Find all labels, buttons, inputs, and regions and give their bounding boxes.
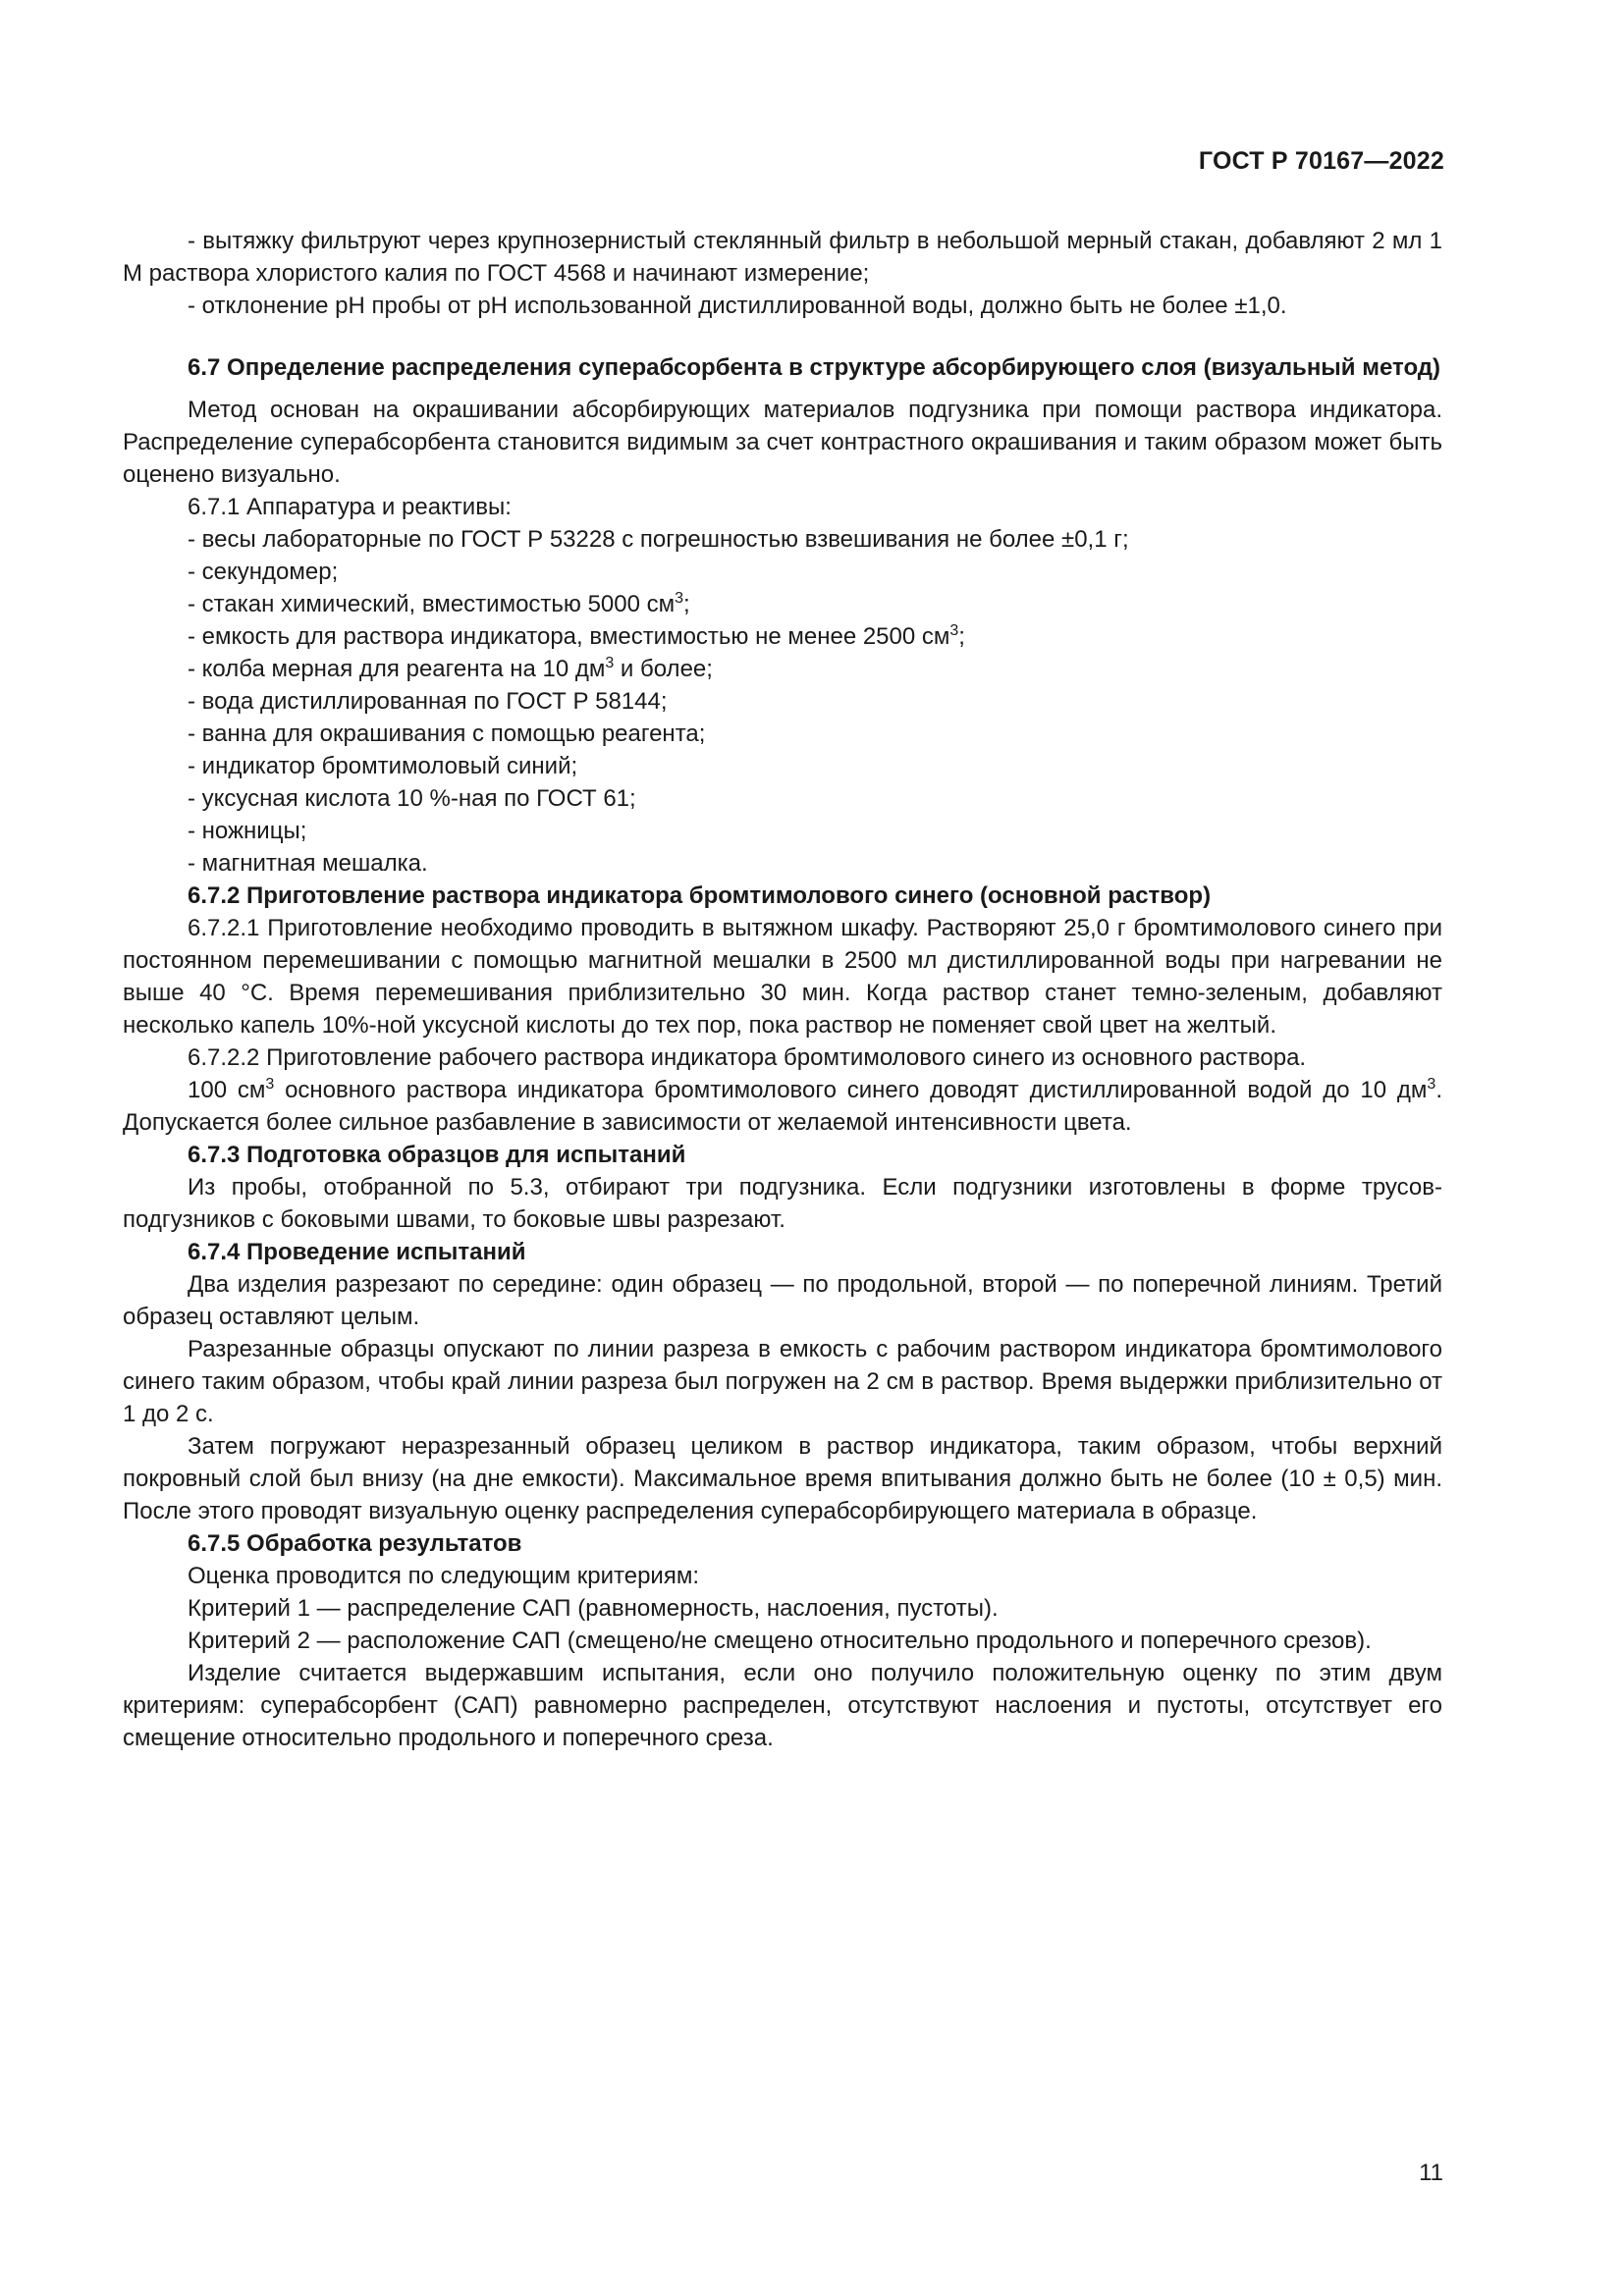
list-item-text: - емкость для раствора индикатора, вместимостью не менее 2500 см	[188, 623, 950, 650]
superscript: 3	[675, 590, 684, 607]
paragraph-6-7-4-immerse: Разрезанные образцы опускают по линии разреза в емкость с рабочим раствором индикатора бромтимолового синего таким образом, чтобы край линии разреза был погружен на 2 см в раствор. Время выдержки приблизительно от 1 до 2 с.	[123, 1336, 1442, 1427]
paragraph-6-7-3: Из пробы, отобранной по 5.3, отбирают три подгузника. Если подгузники изготовлены в форме трусов-подгузников с боковыми швами, то боковые швы разрезают.	[123, 1174, 1442, 1233]
document-code: ГОСТ Р 70167—2022	[1198, 147, 1444, 175]
superscript: 3	[265, 1076, 275, 1093]
paragraph-6-7-2-2: 6.7.2.2 Приготовление рабочего раствора индикатора бромтимолового синего из основного раствора.	[188, 1044, 1307, 1071]
paragraph-6-7-4-whole: Затем погружают неразрезанный образец целиком в раствор индикатора, таким образом, чтобы верхний покровный слой был внизу (на дне емкости). Максимальное время впитывания должно быть не более (10 ± 0,5) мин. После этого проводят визуальную оценку распределения суперабсорбирующего материала в образце.	[123, 1433, 1442, 1524]
paragraph-6-7-4-cut: Два изделия разрезают по середине: один образец — по продольной, второй — по поперечной линиям. Третий образец оставляют целым.	[123, 1271, 1442, 1330]
paragraph-ph-deviation: - отклонение pH пробы от pH использованной дистиллированной воды, должно быть не более ±1,0.	[188, 293, 1287, 319]
subsection-6-7-2: 6.7.2 Приготовление раствора индикатора бромтимолового синего (основной раствор)	[188, 882, 1212, 909]
list-item: - ванна для окрашивания с помощью реагента;	[188, 721, 706, 747]
list-item: - ножницы;	[188, 818, 307, 844]
paragraph-6-7-5-criteria-intro: Оценка проводится по следующим критериям:	[188, 1563, 699, 1589]
paragraph-conclusion: Изделие считается выдержавшим испытания, если оно получило положительную оценку по этим двум критериям: суперабсорбент (САП) равномерно распределен, отсутствуют наслоения и пустоты, отсутствует его смещение относительно продольного и поперечного среза.	[123, 1660, 1442, 1751]
list-item-text: и более;	[614, 656, 713, 682]
list-item	[123, 653, 1442, 685]
list-item: - секундомер;	[188, 559, 339, 585]
paragraph-6-7-2-1: 6.7.2.1 Приготовление необходимо проводить в вытяжном шкафу. Растворяют 25,0 г бромтимолового синего при постоянном перемешивании с помощью магнитной мешалки в 2500 мл дистиллированной воды при нагревании не выше 40 °С. Время перемешивания приблизительно 30 мин. Когда раствор станет темно-зеленым, добавляют несколько капель 10%-ной уксусной кислоты до тех пор, пока раствор не поменяет свой цвет на желтый.	[123, 915, 1442, 1039]
list-item: - магнитная мешалка.	[188, 850, 428, 877]
subsection-6-7-3: 6.7.3 Подготовка образцов для испытаний	[188, 1142, 686, 1168]
list-item: - вода дистиллированная по ГОСТ Р 58144;	[188, 688, 668, 715]
paragraph-criterion-1: Критерий 1 — распределение САП (равномерность, наслоения, пустоты).	[188, 1595, 999, 1622]
paragraph-text: . Допускается более сильное разбавление в зависимости от желаемой интенсивности цвета.	[123, 1077, 1442, 1136]
list-item: - весы лабораторные по ГОСТ Р 53228 с погрешностью взвешивания не более ±0,1 г;	[188, 526, 1129, 553]
superscript: 3	[605, 655, 615, 671]
paragraph-extract-filter: - вытяжку фильтруют через крупнозернистый стеклянный фильтр в небольшой мерный стакан, добавляют 2 мл 1 М раствора хлористого калия по ГОСТ 4568 и начинают измерение;	[123, 228, 1442, 287]
paragraph-text: 100 см	[188, 1077, 266, 1103]
superscript: 3	[949, 622, 959, 639]
paragraph-criterion-2: Критерий 2 — расположение САП (смещено/не смещено относительно продольного и поперечного срезов).	[188, 1628, 1372, 1654]
section-6-7-title: 6.7 Определение распределения суперабсорбента в структуре абсорбирующего слоя (визуальный метод)	[188, 354, 1441, 381]
superscript: 3	[1427, 1076, 1436, 1093]
list-item-text: ;	[683, 591, 690, 617]
paragraph-text: основного раствора индикатора бромтимолового синего доводят дистиллированной водой до 10 дм	[274, 1077, 1428, 1103]
subsection-6-7-5: 6.7.5 Обработка результатов	[188, 1530, 522, 1557]
subsection-6-7-4: 6.7.4 Проведение испытаний	[188, 1239, 526, 1265]
page-number: 11	[1419, 2160, 1443, 2186]
list-item: - уксусная кислота 10 %-ная по ГОСТ 61;	[188, 785, 636, 812]
list-item: - индикатор бромтимоловый синий;	[188, 753, 578, 779]
document-body	[123, 225, 1442, 1754]
list-item-text: - колба мерная для реагента на 10 дм	[188, 656, 606, 682]
paragraph-method: Метод основан на окрашивании абсорбирующих материалов подгузника при помощи раствора индикатора. Распределение суперабсорбента становится видимым за счет контрастного окрашивания и таким образом может быть оценено визуально.	[123, 397, 1442, 488]
list-item	[123, 620, 1442, 653]
list-item	[123, 588, 1442, 620]
paragraph-dilution	[123, 1074, 1442, 1139]
subsection-6-7-1: 6.7.1 Аппаратура и реактивы:	[188, 494, 512, 520]
list-item-text: ;	[958, 623, 965, 650]
list-item-text: - стакан химический, вместимостью 5000 см	[188, 591, 676, 617]
